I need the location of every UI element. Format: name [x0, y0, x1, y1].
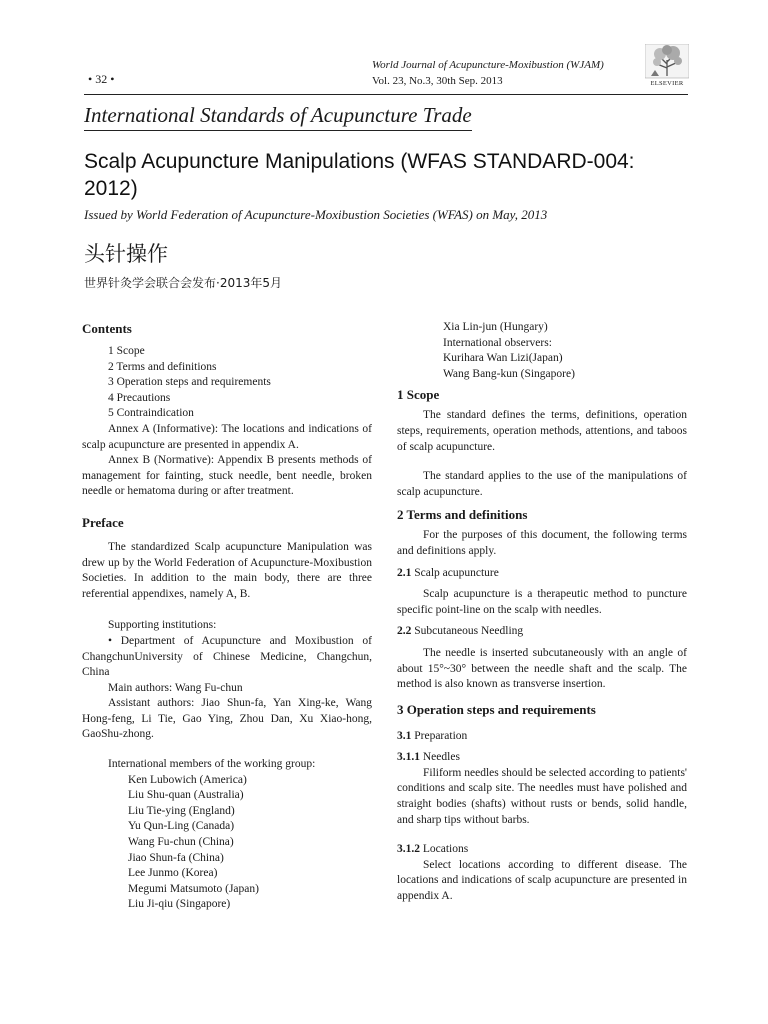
subheading-number: 3.1.1	[397, 751, 420, 764]
locations-paragraph: Select locations according to different disease. The locations and indications of scalp acupuncture are presented in appendix A.	[397, 858, 687, 903]
subheading-2-2	[397, 624, 687, 640]
preface-text: The standardized Scalp acupuncture Manipulation was drew up by the World Federation of Acupuncture-Moxibustion Societies. In addition to the main body, there are three referential appendixes, namely A, B.	[82, 540, 372, 600]
operation-heading: 3 Operation steps and requirements	[397, 701, 596, 717]
terms-paragraph: For the purposes of this document, the following terms and definitions apply.	[397, 529, 687, 557]
contents-item: 1 Scope	[108, 345, 145, 357]
intl-members-list	[82, 773, 372, 913]
subheading-title: Scalp acupuncture	[414, 566, 499, 579]
member-item: Ken Lubowich (America)	[128, 773, 247, 786]
subheading-3-1-1	[397, 750, 687, 766]
scope-heading: 1 Scope	[397, 387, 440, 403]
page-number: • 32 •	[88, 72, 115, 86]
subheading-title: Subcutaneous Needling	[414, 625, 524, 638]
journal-volume: Vol. 23, No.3, 30th Sep. 2013	[372, 75, 503, 87]
members-continued	[397, 320, 687, 382]
right-column	[397, 320, 687, 905]
contents-item: 3 Operation steps and requirements	[108, 376, 271, 389]
member-item: Megumi Matsumoto (Japan)	[128, 882, 259, 895]
subcutaneous-definition: The needle is inserted subcutaneously with an angle of about 15°~30° between the needle shaft and the scalp. The method is also known as transverse insertion.	[397, 646, 687, 691]
needles-paragraph: Filiform needles should be selected according to patients' conditions and scalp site. The needles must have polished and straight bodies (shafts) without rusts or bends, solid handle, and sharp tips without barbs.	[397, 766, 687, 826]
subheading-number: 3.1.2	[397, 843, 420, 856]
annex-a-text: Annex A (Informative): The locations and indications of scalp acupuncture are presented in appendix A.	[82, 422, 372, 451]
contents-item: 4 Precautions	[108, 391, 171, 404]
member-item: Liu Ji-qiu (Singapore)	[128, 898, 231, 911]
scope-paragraph-1: The standard defines the terms, definitions, operation steps, requirements, operation methods, attentions, and taboos of scalp acupuncture.	[397, 409, 687, 453]
subheading-title: Locations	[422, 843, 469, 856]
subheading-2-1	[397, 566, 687, 582]
journal-name: World Journal of Acupuncture-Moxibustion (WJAM)	[372, 59, 604, 71]
intl-members-label: International members of the working group:	[108, 758, 316, 771]
scalp-acupuncture-definition: Scalp acupuncture is a therapeutic method to puncture specific point-line on the scalp with needles.	[397, 588, 687, 616]
chinese-title: 头针操作	[84, 242, 168, 266]
subheading-number: 3.1	[397, 729, 412, 742]
contents-item: 5 Contraindication	[108, 407, 194, 420]
subheading-number: 2.2	[397, 625, 412, 638]
contents-heading: Contents	[82, 321, 132, 336]
assistant-authors: Assistant authors: Jiao Shun-fa, Yan Xing-ke, Wang Hong-feng, Li Tie, Gao Ying, Zhou Dan, Xu Xiao-hong, GaoShu-zhong.	[82, 697, 372, 741]
main-authors: Main authors: Wang Fu-chun	[108, 681, 243, 694]
contents-list	[82, 344, 372, 422]
member-item: Xia Lin-jun (Hungary)	[443, 321, 548, 333]
logo-text: ELSEVIER	[650, 80, 684, 87]
subheading-title: Needles	[422, 751, 460, 764]
member-item: Lee Junmo (Korea)	[128, 867, 218, 880]
supporting-institution: • Department of Acupuncture and Moxibustion of ChangchunUniversity of Chinese Medicine, Changchun, China	[82, 634, 372, 679]
journal-info	[372, 57, 604, 89]
scope-paragraph-2: The standard applies to the use of the manipulations of scalp acupuncture.	[397, 470, 687, 498]
preface-heading: Preface	[82, 514, 124, 530]
member-item: Wang Fu-chun (China)	[128, 836, 234, 849]
annex-b-text: Annex B (Normative): Appendix B presents methods of management for fainting, stuck needle, bent needle, broken needle or hematoma during or after treatment.	[82, 454, 372, 498]
header-divider	[84, 94, 688, 95]
subheading-number: 2.1	[397, 566, 412, 579]
supporting-label: Supporting institutions:	[108, 619, 217, 632]
terms-heading: 2 Terms and definitions	[397, 507, 528, 523]
issued-by: Issued by World Federation of Acupuncture-Moxibustion Societies (WFAS) on May, 2013	[84, 207, 548, 222]
member-item: Kurihara Wan Lizi(Japan)	[443, 352, 563, 365]
member-item: Jiao Shun-fa (China)	[128, 851, 224, 864]
member-item: Liu Tie-ying (England)	[128, 804, 235, 817]
member-item: Yu Qun-Ling (Canada)	[128, 820, 235, 833]
subheading-3-1	[397, 729, 687, 745]
chinese-subtitle: 世界针灸学会联合会发布·2013年5月	[84, 276, 282, 290]
section-title: International Standards of Acupuncture Trade	[84, 100, 472, 131]
member-item: Liu Shu-quan (Australia)	[128, 789, 244, 802]
observers-label: International observers:	[443, 336, 552, 349]
subheading-3-1-2	[397, 842, 687, 858]
article-title: Scalp Acupuncture Manipulations (WFAS STANDARD-004: 2012)	[84, 150, 635, 200]
contents-item: 2 Terms and definitions	[108, 360, 217, 373]
subheading-title: Preparation	[414, 729, 468, 742]
left-column	[82, 320, 372, 913]
member-item: Wang Bang-kun (Singapore)	[443, 367, 575, 380]
